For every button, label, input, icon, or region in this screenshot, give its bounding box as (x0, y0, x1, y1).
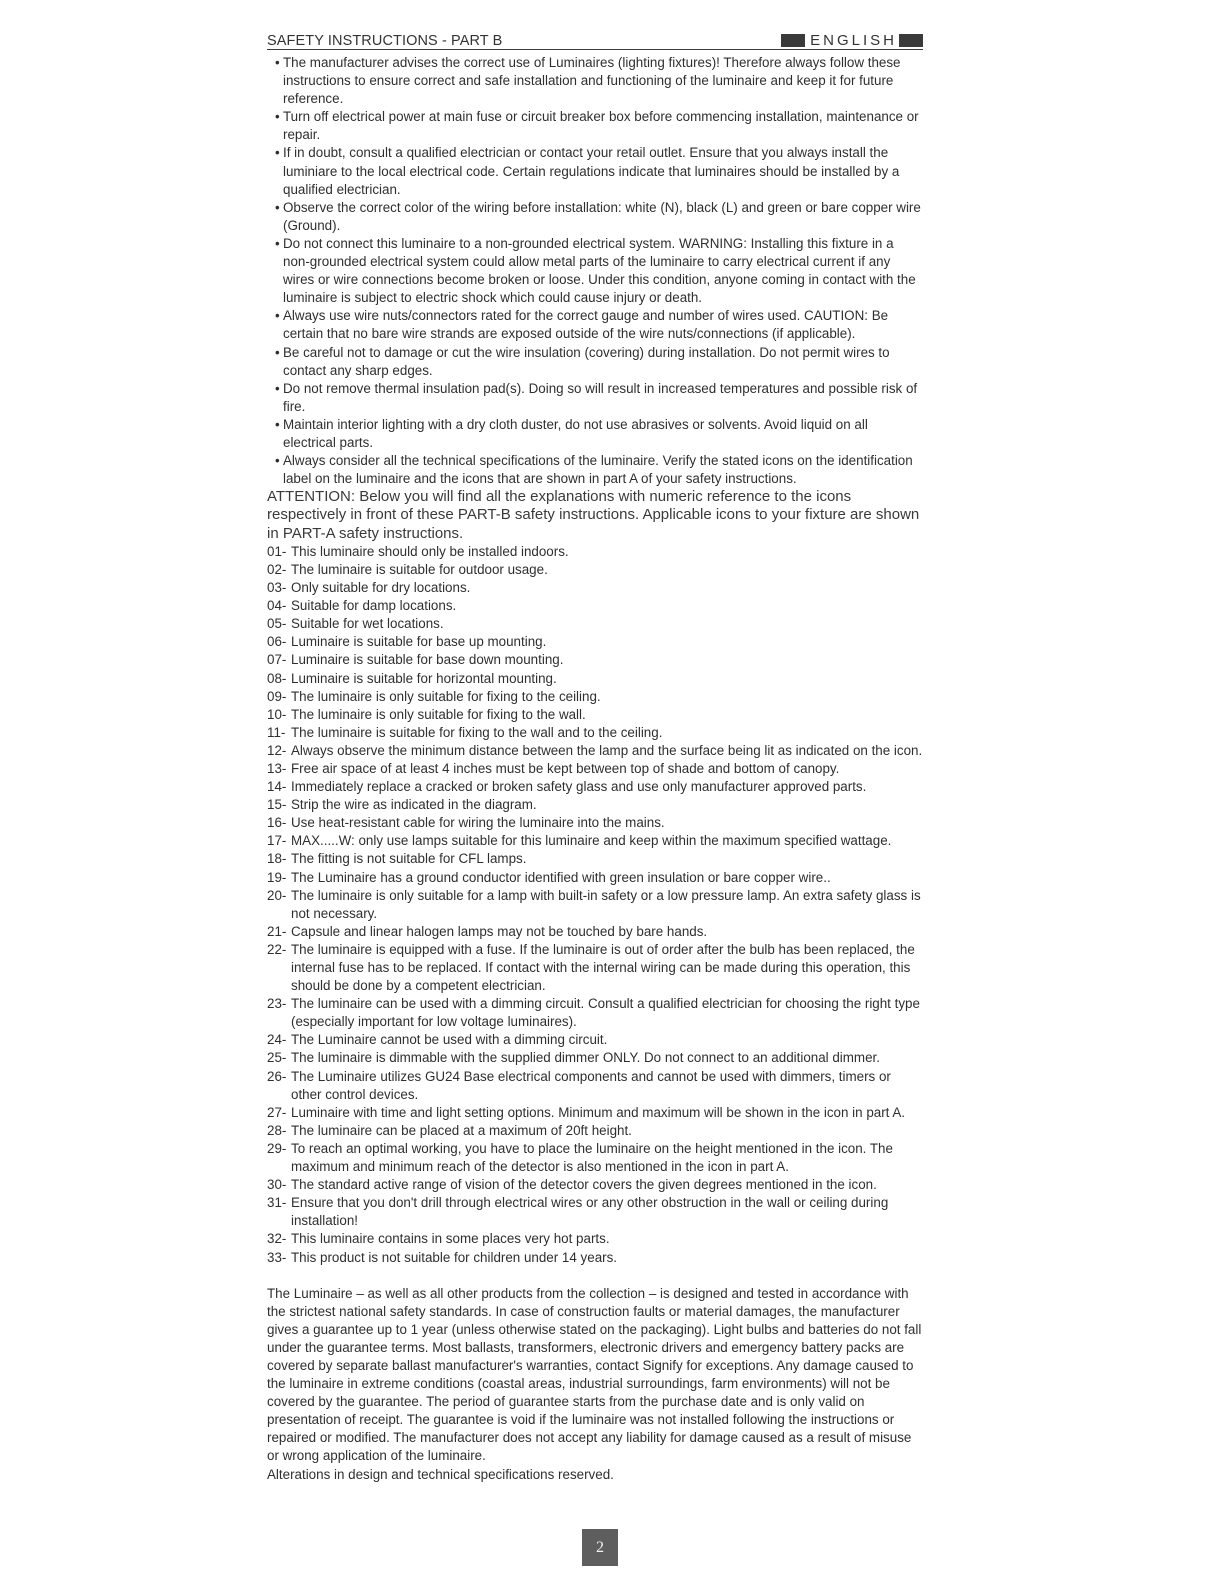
bullet-item (267, 344, 923, 380)
icon-explanation-item (267, 633, 923, 651)
bullet-text: Do not connect this luminaire to a non-grounded electrical system. WARNING: Installing this fixture in a non-grounded electrical system could allow metal parts of the luminaire to carry electrical current if any wires or wire connections become broken or loose. Under this condition, anyone coming in contact with the luminaire is subject to electric shock which could cause injury or death. (283, 235, 916, 306)
bullet-dot: • (275, 453, 280, 469)
bullet-text: Maintain interior lighting with a dry cloth duster, do not use abrasives or solvents. Avoid liquid on all electrical parts. (283, 416, 868, 450)
language-text: ENGLISH (810, 31, 897, 49)
icon-explanation-item (267, 796, 923, 814)
icon-explanation-item (267, 1031, 923, 1049)
icon-explanation-item (267, 832, 923, 850)
bullet-dot: • (275, 55, 280, 70)
bullet-dot: • (275, 235, 280, 251)
item-text: The luminaire is only suitable for a lamp with built-in safety or a low pressure lamp. An extra safety glass is not necessary. (291, 887, 921, 921)
item-number: 16- (267, 815, 287, 831)
icon-explanation-item (267, 651, 923, 669)
item-number: 21- (267, 923, 287, 939)
bullet-text: Always use wire nuts/connectors rated for the correct gauge and number of wires used. CAUTION: Be certain that no bare wire strands are exposed outside of the wire nuts/connections (if applicable). (283, 308, 889, 342)
item-text: Free air space of at least 4 inches must be kept between top of shade and bottom of canopy. (291, 760, 840, 776)
icon-explanation-item (267, 995, 923, 1031)
icon-explanation-item (267, 814, 923, 832)
item-number: 27- (267, 1104, 287, 1120)
icon-explanation-item (267, 1068, 923, 1104)
bullet-item (267, 199, 923, 235)
bullet-text: Always consider all the technical specifications of the luminaire. Verify the stated icons on the identification label on the luminaire and the icons that are shown in part A of your safety instructions. (283, 453, 913, 487)
icon-explanation-item (267, 1104, 923, 1122)
item-number: 29- (267, 1140, 287, 1156)
item-number: 22- (267, 941, 287, 957)
bullet-item (267, 144, 923, 198)
item-text: The luminaire is suitable for outdoor usage. (291, 561, 548, 577)
bullet-item (267, 452, 923, 488)
icon-explanation-item (267, 742, 923, 760)
bullet-item (267, 54, 923, 108)
icon-explanation-item (267, 760, 923, 778)
icon-explanation-item (267, 724, 923, 742)
item-text: Capsule and linear halogen lamps may not be touched by bare hands. (291, 923, 708, 939)
safety-bullets (267, 54, 923, 488)
bullet-text: Be careful not to damage or cut the wire insulation (covering) during installation. Do not permit wires to contact any sharp edges. (283, 344, 890, 378)
icon-explanation-item (267, 887, 923, 923)
icon-explanation-item (267, 543, 923, 561)
icon-explanation-item (267, 706, 923, 724)
item-number: 10- (267, 706, 287, 722)
item-text: Strip the wire as indicated in the diagram. (291, 797, 537, 813)
item-text: The luminaire is suitable for fixing to the wall and to the ceiling. (291, 724, 663, 740)
bullet-text: Turn off electrical power at main fuse or circuit breaker box before commencing installation, maintenance or repair. (283, 109, 919, 143)
item-text: The luminaire can be placed at a maximum of 20ft height. (291, 1122, 632, 1138)
item-text: The Luminaire utilizes GU24 Base electrical components and cannot be used with dimmers, timers or other control devices. (291, 1068, 891, 1102)
icon-explanation-item (267, 1194, 923, 1230)
bullet-dot: • (275, 308, 280, 324)
item-text: To reach an optimal working, you have to place the luminaire on the height mentioned in the icon. The maximum and minimum reach of the detector is also mentioned in the icon in part A. (291, 1140, 893, 1175)
page-number: 2 (582, 1529, 618, 1566)
bullet-dot: • (275, 145, 280, 161)
item-number: 14- (267, 779, 287, 795)
item-text: Always observe the minimum distance between the lamp and the surface being lit as indicated on the icon. (291, 742, 923, 758)
icon-explanation-item (267, 1230, 923, 1248)
bullet-dot: • (275, 109, 280, 125)
item-number: 15- (267, 797, 287, 813)
icon-explanation-item (267, 941, 923, 995)
icon-explanation-item (267, 1122, 923, 1140)
page-header (267, 31, 923, 50)
icon-explanation-item (267, 670, 923, 688)
bullet-item (267, 108, 923, 144)
icon-explanation-item (267, 850, 923, 868)
item-number: 18- (267, 851, 287, 867)
item-number: 08- (267, 670, 287, 686)
item-number: 13- (267, 760, 287, 776)
language-label (781, 33, 923, 47)
item-text: The luminaire is only suitable for fixing to the ceiling. (291, 688, 601, 704)
icon-explanation-item (267, 1176, 923, 1194)
item-text: This product is not suitable for children under 14 years. (291, 1249, 618, 1265)
item-number: 23- (267, 996, 287, 1012)
icon-explanation-item (267, 1249, 923, 1267)
bullet-dot: • (275, 416, 280, 432)
item-number: 02- (267, 561, 287, 577)
item-text: Luminaire with time and light setting options. Minimum and maximum will be shown in the icon in part A. (291, 1104, 906, 1120)
item-number: 32- (267, 1231, 287, 1247)
item-text: Suitable for wet locations. (291, 616, 444, 632)
bullet-item (267, 380, 923, 416)
item-text: The luminaire is dimmable with the supplied dimmer ONLY. Do not connect to an additional dimmer. (291, 1050, 880, 1066)
item-text: The standard active range of vision of the detector covers the given degrees mentioned in the icon. (291, 1177, 877, 1193)
icon-explanation-item (267, 923, 923, 941)
item-number: 04- (267, 598, 287, 614)
icon-explanation-item (267, 1140, 923, 1176)
item-text: The fitting is not suitable for CFL lamps. (291, 851, 527, 867)
bullet-dot: • (275, 344, 280, 360)
bullet-text: Do not remove thermal insulation pad(s). Doing so will result in increased temperatures and possible risk of fire. (283, 380, 918, 414)
icon-explanations (267, 543, 923, 1267)
item-number: 31- (267, 1195, 287, 1211)
language-bar-right (899, 34, 923, 47)
item-number: 07- (267, 652, 287, 668)
item-text: The luminaire is equipped with a fuse. If the luminaire is out of order after the bulb has been replaced, the internal fuse has to be replaced. If contact with the internal wiring can be made during this operation, this should be done by a competent electrician. (291, 941, 915, 994)
bullet-item (267, 307, 923, 343)
attention-note: ATTENTION: Below you will find all the explanations with numeric reference to the icons respectively in front of these PART-B safety instructions. Applicable icons to your fixture are shown in PART-A safety instructions. (267, 488, 920, 542)
icon-explanation-item (267, 688, 923, 706)
item-text: Luminaire is suitable for base down mounting. (291, 652, 564, 668)
item-text: Immediately replace a cracked or broken safety glass and use only manufacturer approved parts. (291, 779, 867, 795)
item-number: 11- (267, 724, 286, 740)
item-text: This luminaire contains in some places very hot parts. (291, 1231, 610, 1247)
document-page (267, 31, 923, 1484)
icon-explanation-item (267, 778, 923, 796)
page-title: SAFETY INSTRUCTIONS - PART B (267, 33, 503, 49)
item-text: Only suitable for dry locations. (291, 580, 471, 596)
item-text: This luminaire should only be installed indoors. (291, 543, 569, 559)
bullet-text: Observe the correct color of the wiring before installation: white (N), black (L) and green or bare copper wire (Ground). (283, 199, 921, 233)
icon-explanation-item (267, 869, 923, 887)
bullet-item (267, 235, 923, 307)
item-text: Suitable for damp locations. (291, 598, 457, 614)
bullet-item (267, 416, 923, 452)
alterations-note: Alterations in design and technical specifications reserved. (267, 1466, 614, 1482)
bullet-dot: • (275, 199, 280, 215)
item-number: 28- (267, 1122, 287, 1138)
item-number: 20- (267, 887, 287, 903)
item-number: 33- (267, 1249, 287, 1265)
item-number: 03- (267, 580, 287, 596)
item-text: The Luminaire cannot be used with a dimming circuit. (291, 1032, 608, 1048)
item-number: 05- (267, 616, 287, 632)
item-text: Ensure that you don't drill through electrical wires or any other obstruction in the wall or ceiling during installation! (291, 1195, 889, 1229)
item-number: 24- (267, 1032, 287, 1048)
bullet-dot: • (275, 380, 280, 396)
icon-explanation-item (267, 1049, 923, 1067)
item-number: 01- (267, 543, 287, 559)
bullet-text: The manufacturer advises the correct use of Luminaires (lighting fixtures)! Therefore always follow these instructions to ensure correct and safe installation and functioning of the luminaire and keep it for future reference. (283, 55, 901, 107)
item-number: 25- (267, 1050, 287, 1066)
bullet-text: If in doubt, consult a qualified electrician or contact your retail outlet. Ensure that you always install the luminiare to the local electrical code. Certain regulations indicate that luminaires should be installed by a qualified electrician. (283, 145, 900, 197)
language-bar-left (781, 34, 805, 47)
item-text: The luminaire is only suitable for fixing to the wall. (291, 706, 586, 722)
icon-explanation-item (267, 597, 923, 615)
item-number: 06- (267, 634, 287, 650)
item-number: 09- (267, 688, 287, 704)
icon-explanation-item (267, 615, 923, 633)
item-text: The luminaire can be used with a dimming circuit. Consult a qualified electrician for choosing the right type (especially important for low voltage luminaires). (291, 996, 920, 1030)
icon-explanation-item (267, 561, 923, 579)
icon-explanation-item (267, 579, 923, 597)
item-number: 26- (267, 1068, 287, 1084)
item-number: 12- (267, 742, 287, 758)
item-text: Use heat-resistant cable for wiring the luminaire into the mains. (291, 815, 665, 831)
item-text: The Luminaire has a ground conductor identified with green insulation or bare copper wire.. (291, 869, 831, 885)
item-text: Luminaire is suitable for base up mounting. (291, 634, 547, 650)
item-number: 30- (267, 1177, 287, 1193)
item-text: Luminaire is suitable for horizontal mounting. (291, 670, 557, 686)
item-number: 19- (267, 869, 287, 885)
item-number: 17- (267, 833, 287, 849)
guarantee-text: The Luminaire – as well as all other products from the collection – is designed and tested in accordance with the strictest national safety standards. In case of construction faults or material damages, the manufacturer gives a guarantee up to 1 year (unless otherwise stated on the packaging). Light bulbs and batteries do not fall under the guarantee terms. Most ballasts, transformers, electronic drivers and emergency battery packs are covered by separate ballast manufacturer's warranties, contact Signify for exceptions. Any damage caused to the luminaire in extreme conditions (coastal areas, industrial surroundings, farm environments) will not be covered by the guarantee. The period of guarantee starts from the purchase date and is only valid on presentation of receipt. The guarantee is void if the luminaire was not installed following the instructions or repaired or modified. The manufacturer does not accept any liability for damage caused as a result of misuse or wrong application of the luminaire. (267, 1285, 922, 1464)
item-text: MAX.....W: only use lamps suitable for this luminaire and keep within the maximum specified wattage. (291, 833, 892, 849)
